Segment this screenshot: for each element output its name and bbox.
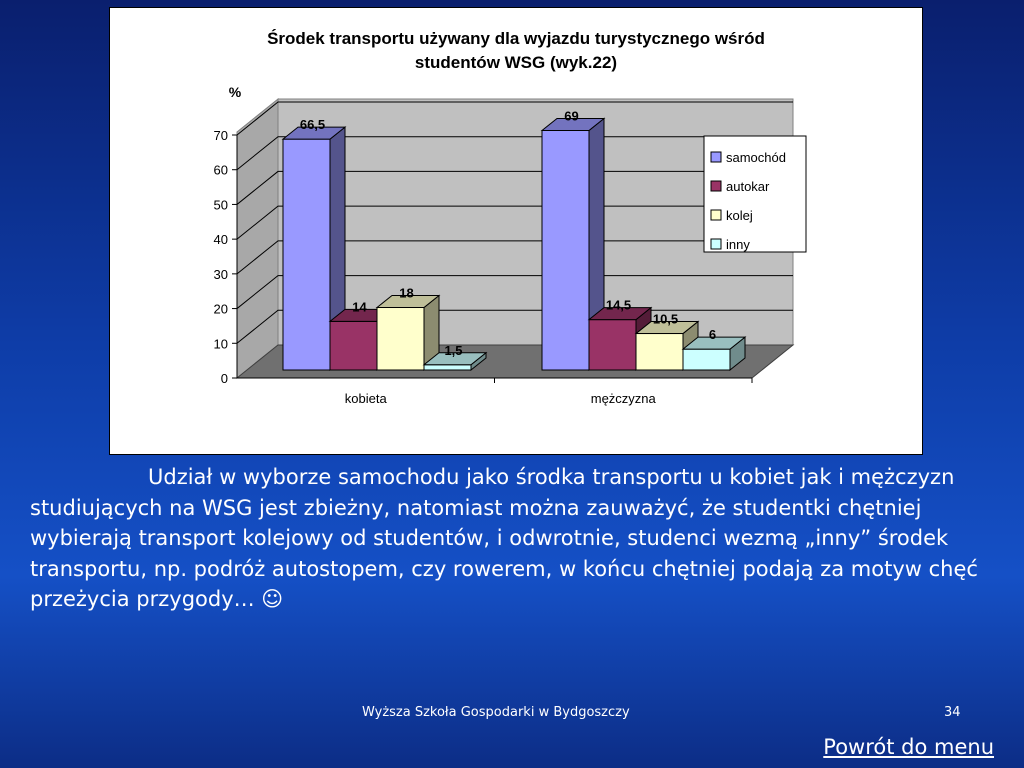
legend-swatch <box>711 210 721 220</box>
x-category-label: mężczyzna <box>590 391 656 406</box>
bar-kolej-front <box>377 308 424 370</box>
page-number: 34 <box>944 705 961 720</box>
y-tick-label: 0 <box>220 371 228 386</box>
data-label: 14,5 <box>605 297 632 313</box>
data-label: 10,5 <box>652 311 679 327</box>
bar-samochód-front <box>542 130 589 370</box>
y-axis-label: % <box>228 84 242 100</box>
bar-inny-front <box>683 349 730 370</box>
y-tick-label: 40 <box>213 232 228 248</box>
bar-autokar-front <box>330 321 377 370</box>
slide-footer: Wyższa Szkoła Gospodarki w Bydgoszczy <box>362 705 630 720</box>
data-label: 69 <box>564 108 579 124</box>
legend-entry: inny <box>726 237 750 252</box>
bar-chart <box>110 8 922 454</box>
slide-body-text: Udział w wyborze samochodu jako środka transportu u kobiet jak i mężczyzn studiujących na WSG jest zbieżny, natomiast można zauważyć, że studentki chętniej wybierają transport kolejowy od studentów, i odwrotnie, studenci wezmą „inny” środek transportu, np. podróż autostopem, czy rowerem, w końcu chętniej podają za motyw chęć przeżycia przygody… ☺ <box>30 465 978 611</box>
y-tick-label: 10 <box>213 336 228 352</box>
back-to-menu-link[interactable]: Powrót do menu <box>823 735 994 759</box>
y-tick-label: 30 <box>213 266 228 282</box>
y-tick-label: 50 <box>213 197 228 213</box>
y-tick-label: 60 <box>213 162 228 178</box>
y-tick-label: 70 <box>213 128 228 143</box>
data-label: 6 <box>708 327 717 343</box>
data-label: 1,5 <box>444 342 463 358</box>
bar-autokar-front <box>589 320 636 370</box>
bar-samochód-front <box>283 139 330 370</box>
legend-entry: autokar <box>726 179 770 194</box>
legend-swatch <box>711 152 721 162</box>
y-tick-label: 20 <box>213 301 228 317</box>
bar-kolej-front <box>636 334 683 370</box>
legend-entry: samochód <box>726 150 786 165</box>
bar-inny-front <box>424 365 471 370</box>
chart-frame <box>109 7 923 455</box>
chart-side-wall <box>237 99 278 378</box>
x-category-label: kobieta <box>344 391 387 406</box>
data-label: 66,5 <box>299 117 326 133</box>
data-label: 14 <box>352 299 367 315</box>
legend-swatch <box>711 239 721 249</box>
chart-title-line2: studentów WSG (wyk.22) <box>414 53 618 72</box>
chart-title-line1: Środek transportu używany dla wyjazdu turystycznego wśród <box>267 29 765 48</box>
legend-entry: kolej <box>726 208 753 223</box>
legend-swatch <box>711 181 721 191</box>
data-label: 18 <box>399 285 414 301</box>
